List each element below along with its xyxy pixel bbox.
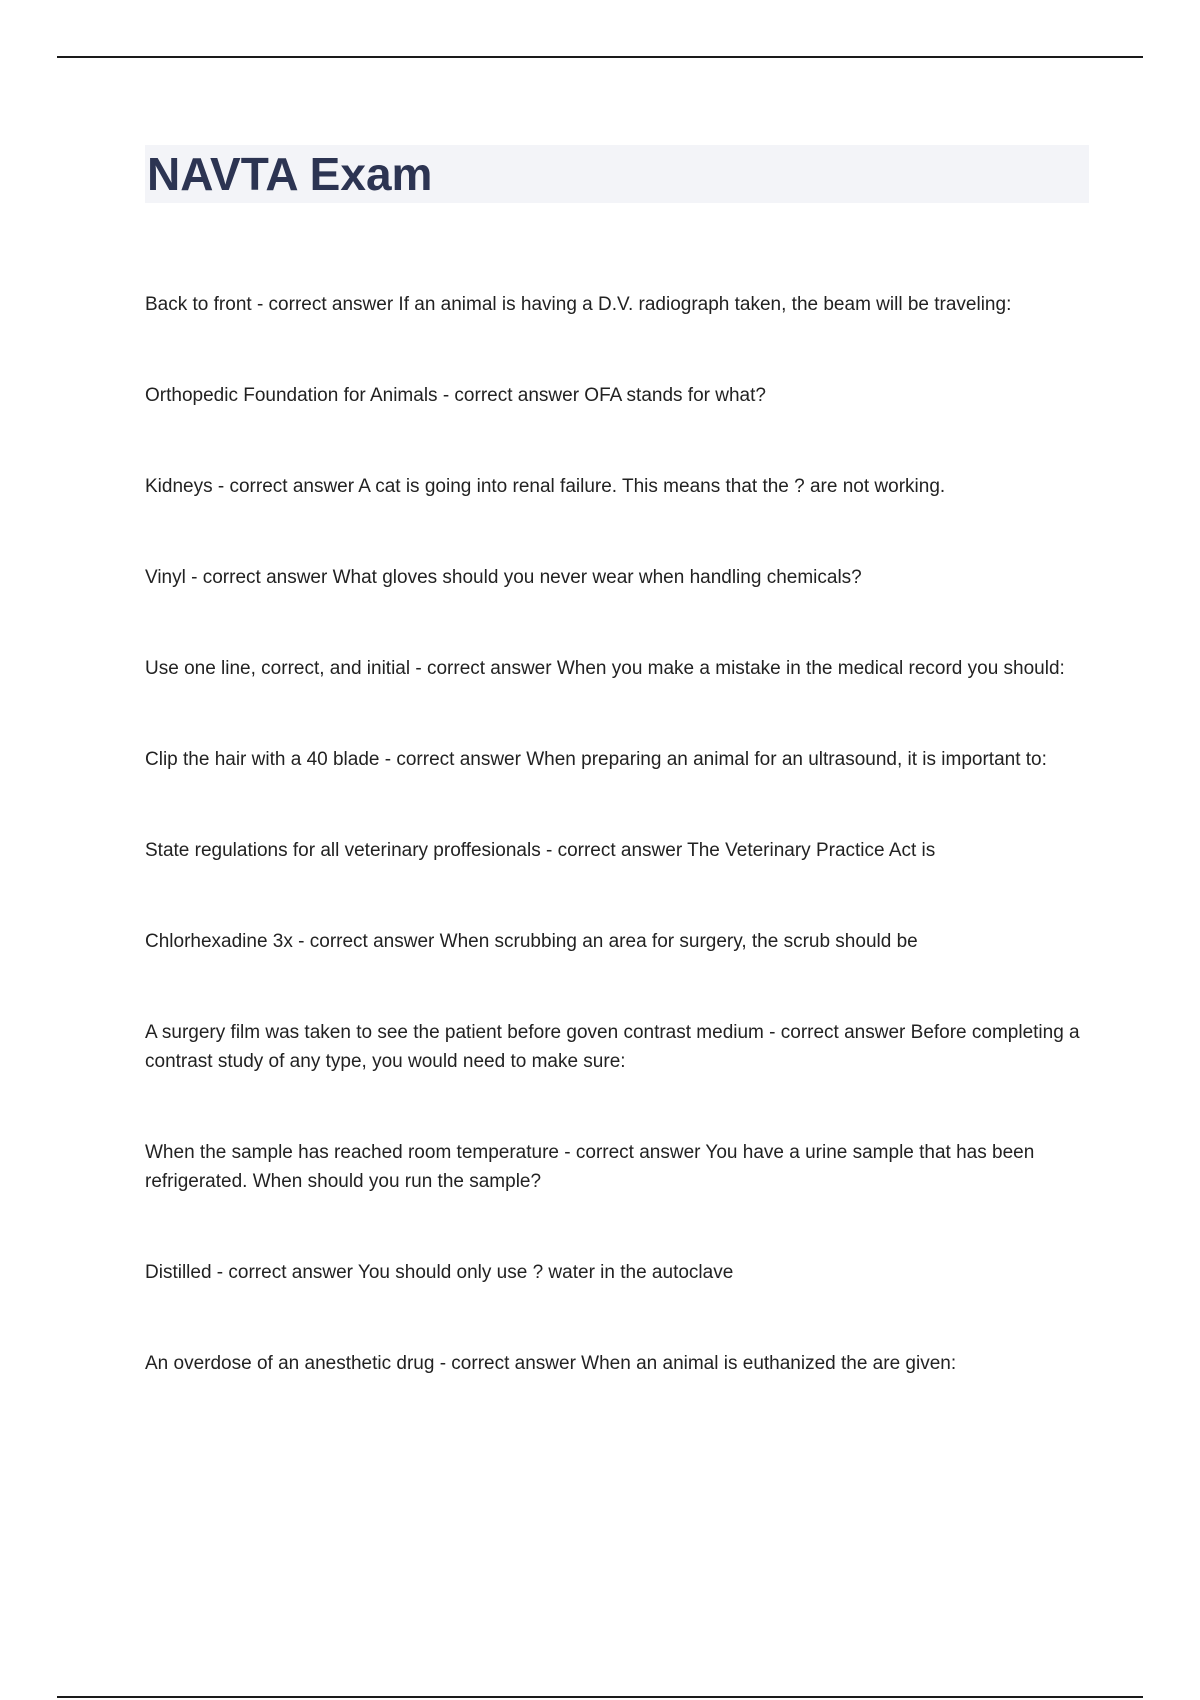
- question-answer-list: [145, 290, 1085, 1440]
- qa-item: Chlorhexadine 3x - correct answer When scrubbing an area for surgery, the scrub should be: [145, 931, 918, 952]
- qa-item: An overdose of an anesthetic drug - correct answer When an animal is euthanized the are given:: [145, 1353, 957, 1374]
- qa-item: Use one line, correct, and initial - correct answer When you make a mistake in the medical record you should:: [145, 658, 1065, 679]
- qa-item: State regulations for all veterinary proffesionals - correct answer The Veterinary Practice Act is: [145, 840, 936, 861]
- qa-item: Kidneys - correct answer A cat is going into renal failure. This means that the ? are not working.: [145, 476, 946, 497]
- qa-item: Distilled - correct answer You should only use ? water in the autoclave: [145, 1262, 734, 1283]
- qa-item: Clip the hair with a 40 blade - correct answer When preparing an animal for an ultrasound, it is important to:: [145, 749, 1047, 770]
- page-title: NAVTA Exam: [147, 148, 433, 200]
- qa-item: Orthopedic Foundation for Animals - correct answer OFA stands for what?: [145, 385, 766, 406]
- qa-item: A surgery film was taken to see the patient before goven contrast medium - correct answer Before completing a contrast study of any type, you would need to make sure:: [145, 1022, 1080, 1072]
- qa-item: Back to front - correct answer If an animal is having a D.V. radiograph taken, the beam will be traveling:: [145, 294, 1012, 315]
- qa-item: Vinyl - correct answer What gloves should you never wear when handling chemicals?: [145, 567, 862, 588]
- top-rule: [57, 56, 1143, 58]
- qa-item: When the sample has reached room temperature - correct answer You have a urine sample that has been refrigerated. When should you run the sample?: [145, 1142, 1035, 1192]
- title-banner: [145, 145, 1089, 203]
- bottom-rule: [57, 1696, 1143, 1698]
